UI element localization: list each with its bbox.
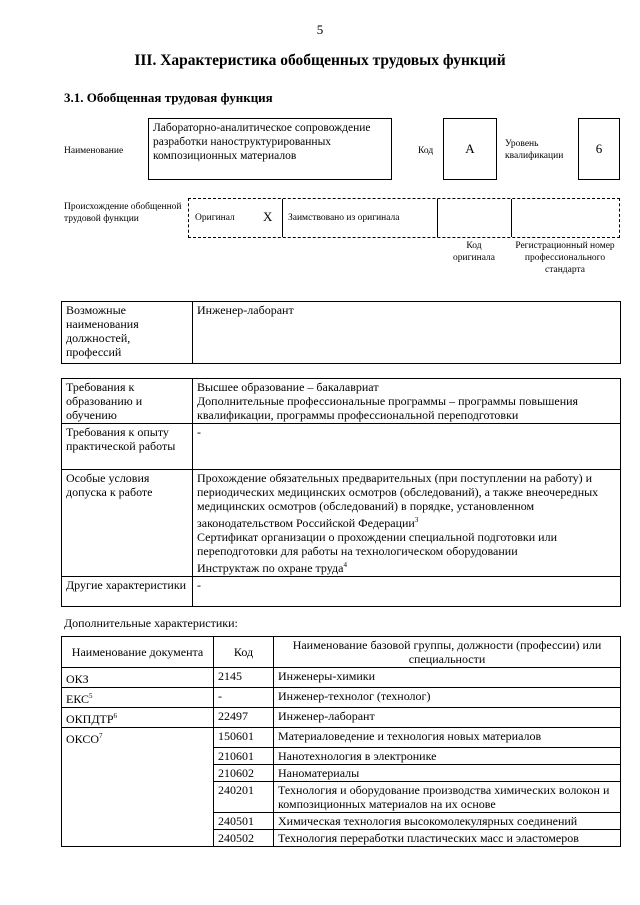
table-row bbox=[62, 747, 621, 764]
additional-header-row bbox=[62, 637, 621, 668]
name-cell: Наноматериалы bbox=[274, 764, 621, 781]
code-original-caption: Код оригинала bbox=[453, 241, 495, 263]
positions-value: Инженер-лаборант bbox=[193, 302, 621, 364]
code-cell: 150601 bbox=[214, 728, 274, 748]
table-row bbox=[62, 781, 621, 812]
name-value-box bbox=[148, 118, 392, 180]
requirement-line: Инструктаж по охране труда bbox=[197, 561, 344, 575]
code-cell: - bbox=[214, 688, 274, 708]
footnote-ref: 6 bbox=[113, 712, 118, 720]
requirements-row-education bbox=[62, 379, 621, 424]
header-name: Наименование базовой группы, должности (профессии) или специальности bbox=[274, 637, 621, 668]
requirements-row-experience bbox=[62, 424, 621, 470]
requirements-table bbox=[61, 378, 621, 607]
doc-cell bbox=[62, 781, 214, 812]
table-row bbox=[62, 688, 621, 708]
requirement-line: Дополнительные профессиональные программы – программы повышения квалификации, программы профессиональной переподготовки bbox=[197, 394, 579, 422]
origin-divider-1 bbox=[282, 199, 283, 237]
requirement-line: Прохождение обязательных предварительных (при поступлении на работу) и периодических медицинских осмотров (обследований), а также внеочередных медицинских осмотров (обследований) в порядке, установленном законодательством Российской Федерации bbox=[197, 471, 599, 530]
origin-label: Происхождение обобщенной трудовой функции bbox=[64, 202, 182, 224]
name-cell: Инженер-лаборант bbox=[274, 708, 621, 728]
requirement-label: Требования к опыту практической работы bbox=[62, 424, 193, 470]
code-value-box bbox=[443, 118, 497, 180]
requirement-line: Высшее образование – бакалавриат bbox=[197, 380, 379, 394]
name-cell: Технология и оборудование производства химических волокон и композиционных материалов на их основе bbox=[274, 781, 621, 812]
additional-title: Дополнительные характеристики: bbox=[64, 616, 238, 630]
level-value-box bbox=[578, 118, 620, 180]
table-row bbox=[62, 668, 621, 688]
doc-cell bbox=[62, 812, 214, 829]
name-cell: Инженер-технолог (технолог) bbox=[274, 688, 621, 708]
original-mark: Х bbox=[263, 209, 273, 224]
footnote-ref: 4 bbox=[343, 561, 347, 569]
name-cell: Технология переработки пластических масс и эластомеров bbox=[274, 829, 621, 846]
doc-cell bbox=[62, 829, 214, 846]
reg-number-caption: Регистрационный номер профессионального стандарта bbox=[515, 241, 615, 275]
requirement-line: - bbox=[193, 424, 621, 470]
header-code: Код bbox=[214, 637, 274, 668]
requirements-row-conditions bbox=[62, 470, 621, 577]
origin-divider-2 bbox=[437, 199, 438, 237]
footnote-ref: 5 bbox=[89, 692, 93, 700]
section-title: III. Характеристика обобщенных трудовых функций bbox=[134, 52, 506, 69]
code-cell: 2145 bbox=[214, 668, 274, 688]
borrowed-label: Заимствовано из оригинала bbox=[288, 213, 400, 223]
name-cell: Материаловедение и технология новых материалов bbox=[274, 728, 621, 748]
name-cell: Нанотехнология в электронике bbox=[274, 747, 621, 764]
footnote-ref: 3 bbox=[414, 516, 419, 524]
doc-name: ОКПДТР bbox=[66, 712, 114, 726]
doc-cell bbox=[62, 747, 214, 764]
name-cell: Химическая технология высокомолекулярных соединений bbox=[274, 812, 621, 829]
requirement-line: - bbox=[193, 577, 621, 607]
original-label: Оригинал bbox=[195, 213, 235, 223]
doc-cell bbox=[62, 668, 214, 688]
level-value: 6 bbox=[595, 141, 603, 156]
doc-cell bbox=[62, 728, 214, 748]
name-value: Лабораторно-аналитическое сопровождение разработки наноструктурированных композиционных материалов bbox=[153, 122, 371, 162]
code-cell: 240502 bbox=[214, 829, 274, 846]
table-row bbox=[62, 728, 621, 748]
doc-name: ЕКС bbox=[66, 692, 90, 706]
doc-name: ОКСО bbox=[66, 732, 100, 746]
additional-body bbox=[62, 668, 621, 847]
additional-table bbox=[61, 636, 621, 847]
code-cell: 240201 bbox=[214, 781, 274, 812]
requirement-line: Сертификат организации о прохождении специальной подготовки или переподготовки для работы на технологическом оборудовании bbox=[197, 530, 558, 558]
requirement-label: Другие характеристики bbox=[62, 577, 193, 607]
subsection-title: 3.1. Обобщенная трудовая функция bbox=[64, 90, 273, 105]
requirement-label: Особые условия допуска к работе bbox=[62, 470, 193, 577]
code-cell: 210601 bbox=[214, 747, 274, 764]
footnote-ref: 7 bbox=[99, 732, 103, 740]
code-cell: 240501 bbox=[214, 812, 274, 829]
page-number: 5 bbox=[316, 22, 324, 37]
doc-cell bbox=[62, 688, 214, 708]
requirement-label: Требования к образованию и обучению bbox=[62, 379, 193, 424]
code-label: Код bbox=[418, 146, 434, 156]
requirements-row-other bbox=[62, 577, 621, 607]
table-row bbox=[62, 708, 621, 728]
code-cell: 210602 bbox=[214, 764, 274, 781]
table-row bbox=[62, 812, 621, 829]
level-label: Уровень квалификации bbox=[505, 139, 564, 161]
code-value: А bbox=[465, 141, 475, 156]
table-row bbox=[62, 829, 621, 846]
doc-cell bbox=[62, 764, 214, 781]
code-cell: 22497 bbox=[214, 708, 274, 728]
doc-cell bbox=[62, 708, 214, 728]
origin-divider-3 bbox=[511, 199, 512, 237]
origin-row bbox=[188, 198, 620, 238]
header-doc: Наименование документа bbox=[62, 637, 214, 668]
positions-label: Возможные наименования должностей, профессий bbox=[62, 302, 193, 364]
doc-name: ОКЗ bbox=[66, 672, 89, 686]
name-cell: Инженеры-химики bbox=[274, 668, 621, 688]
positions-table bbox=[61, 301, 621, 364]
name-label: Наименование bbox=[64, 146, 124, 156]
table-row bbox=[62, 764, 621, 781]
